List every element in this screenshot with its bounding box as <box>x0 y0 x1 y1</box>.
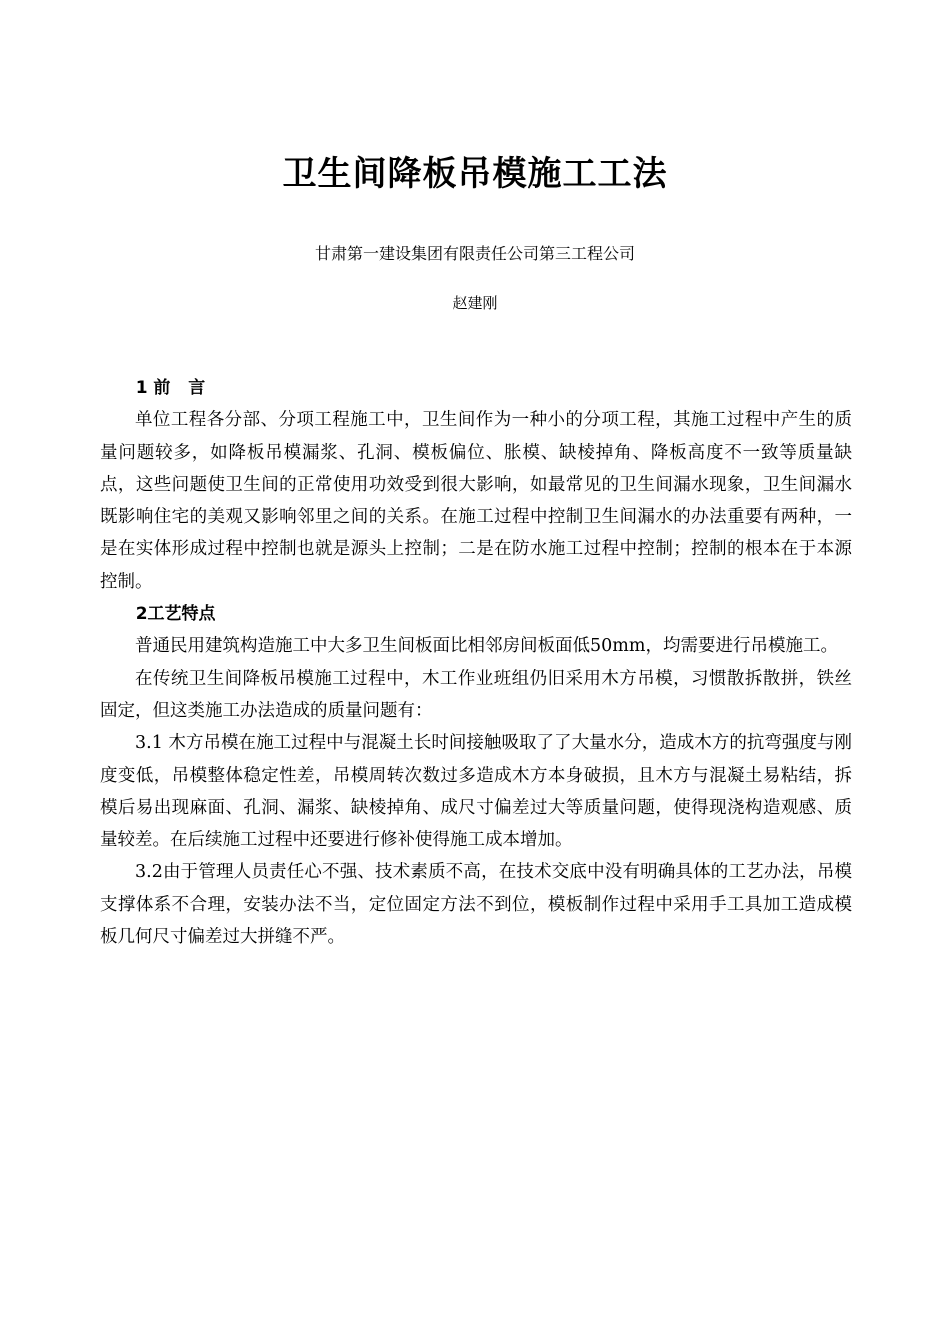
paragraph-item-3-1: 3.1 木方吊模在施工过程中与混凝土长时间接触吸取了了大量水分，造成木方的抗弯强度与刚度变低，吊模整体稳定性差，吊模周转次数过多造成木方本身破损，且木方与混凝土易粘结，拆模后易出现麻面、孔洞、漏浆、缺棱掉角、成尺寸偏差过大等质量问题，使得现浇构造观感、质量较差。在后续施工过程中还要进行修补使得施工成本增加。 <box>100 733 852 851</box>
section-heading-preface: 1 前 言 <box>135 378 206 398</box>
author-name: 赵建刚 <box>452 294 498 312</box>
organization-name: 甘肃第一建设集团有限责任公司第三工程公司 <box>314 244 635 263</box>
section-heading-process-features: 2工艺特点 <box>135 604 216 625</box>
document-title: 卫生间降板吊模施工工法 <box>282 154 668 194</box>
document-body <box>100 372 852 953</box>
paragraph-preface: 单位工程各分部、分项工程施工中，卫生间作为一种小的分项工程，其施工过程中产生的质量问题较多，如降板吊模漏浆、孔洞、模板偏位、胀模、缺棱掉角、降板高度不一致等质量缺点，这些问题使卫生间的正常使用功效受到很大影响，如最常见的卫生间漏水现象，卫生间漏水既影响住宅的美观又影响邻里之间的关系。在施工过程中控制卫生间漏水的办法重要有两种，一是在实体形成过程中控制也就是源头上控制；二是在防水施工过程中控制；控制的根本在于本源控制。 <box>100 410 852 592</box>
paragraph-item-3-2: 3.2由于管理人员责任心不强、技术素质不高，在技术交底中没有明确具体的工艺办法，吊模支撑体系不合理，安装办法不当，定位固定方法不到位，模板制作过程中采用手工具加工造成模板几何尺寸偏差过大拼缝不严。 <box>100 862 852 948</box>
paragraph-process-features-2: 在传统卫生间降板吊模施工过程中，木工作业班组仍旧采用木方吊模，习惯散拆散拼，铁丝固定，但这类施工办法造成的质量问题有： <box>100 668 852 721</box>
paragraph-process-features-1: 普通民用建筑构造施工中大多卫生间板面比相邻房间板面低50mm，均需要进行吊模施工。 <box>135 636 838 657</box>
